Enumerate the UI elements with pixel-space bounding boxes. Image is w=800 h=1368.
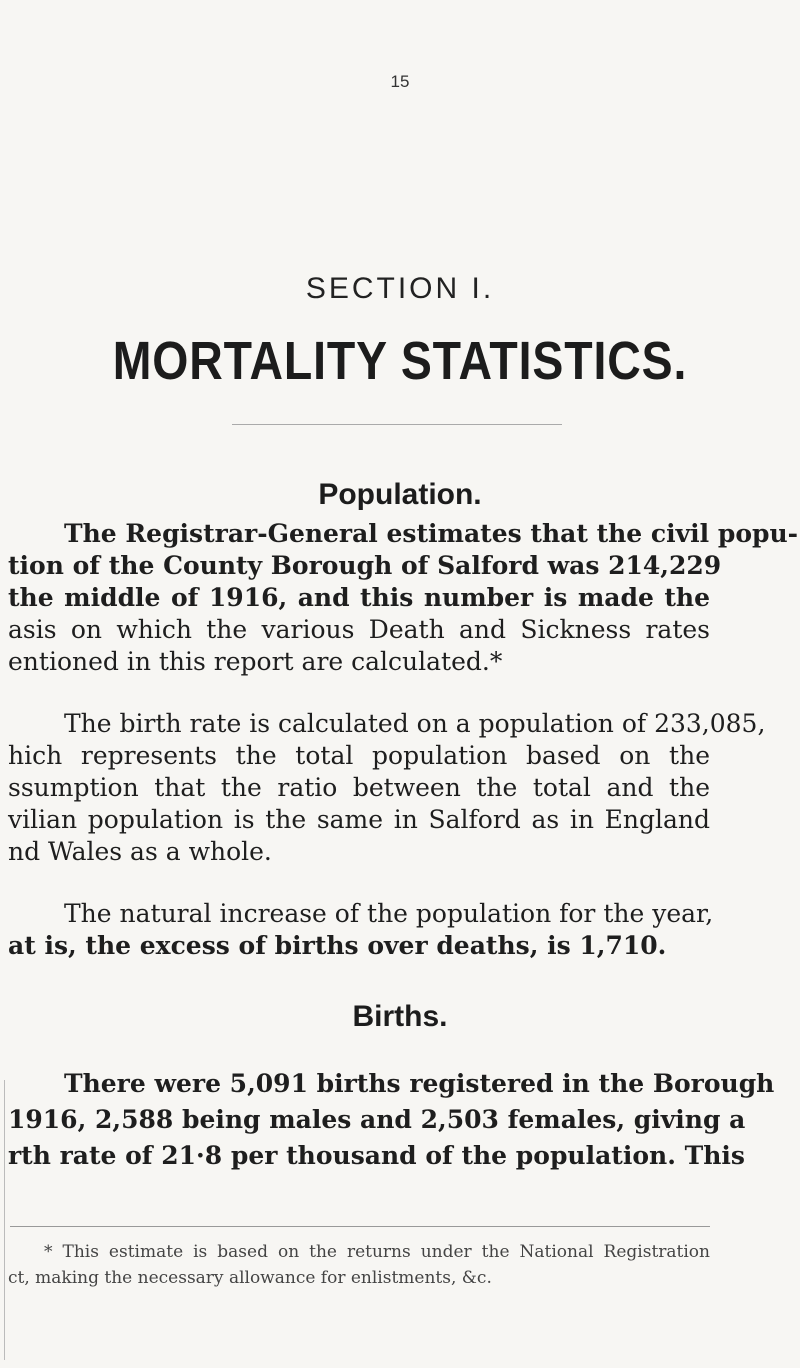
text-line: The natural increase of the population for the year, <box>64 899 714 928</box>
text-line: tion of the County Borough of Salford was 214,229 <box>8 551 722 580</box>
text-line: hich represents the total population based on the <box>8 741 710 770</box>
text-line: asis on which the various Death and Sickness rates <box>8 615 710 644</box>
page-edge <box>4 1080 5 1360</box>
text-line: vilian population is the same in Salford as in England <box>8 805 710 834</box>
text-line: 1916, 2,588 being males and 2,503 females, giving a <box>8 1105 746 1134</box>
page-title: MORTALITY STATISTICS. <box>112 331 688 391</box>
footnote-line: ct, making the necessary allowance for enlistments, &c. <box>8 1268 492 1288</box>
footnote-line: * This estimate is based on the returns under the National Registration <box>44 1242 710 1262</box>
section-label: SECTION I. <box>305 272 495 305</box>
births-heading: Births. <box>352 1000 448 1033</box>
text-line: entioned in this report are calculated.* <box>8 647 503 676</box>
population-heading: Population. <box>318 478 482 511</box>
title-divider <box>232 424 562 425</box>
text-line: at is, the excess of births over deaths, is 1,710. <box>8 931 667 960</box>
text-line: nd Wales as a whole. <box>8 837 272 866</box>
text-line: The Registrar-General estimates that the civil popu- <box>64 519 799 548</box>
page-number: 15 <box>390 72 410 91</box>
text-line: ssumption that the ratio between the total and the <box>8 773 710 802</box>
footnote-divider <box>10 1226 710 1227</box>
text-line: The birth rate is calculated on a population of 233,085, <box>64 709 766 738</box>
text-line: rth rate of 21·8 per thousand of the population. This <box>8 1141 745 1170</box>
text-line: the middle of 1916, and this number is made the <box>8 583 710 612</box>
text-line: There were 5,091 births registered in the Borough <box>64 1069 775 1098</box>
